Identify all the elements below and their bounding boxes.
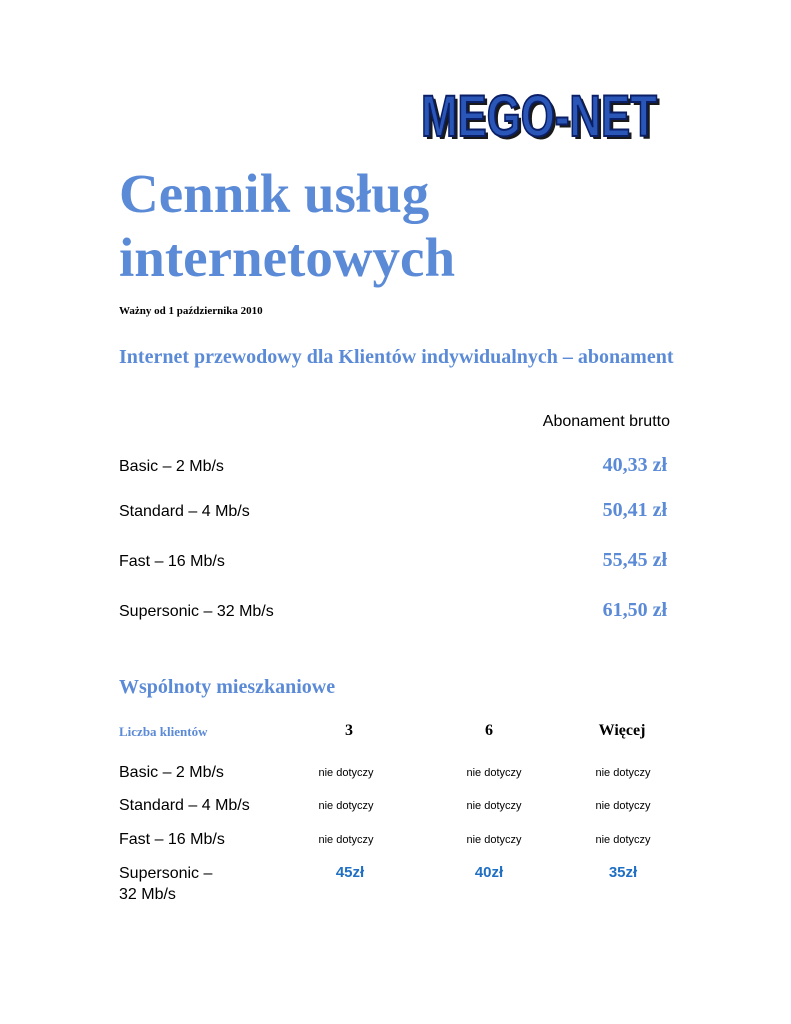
column-header-subscription: Abonament brutto — [542, 413, 670, 430]
section-community-heading: Wspólnoty mieszkaniowe — [119, 676, 336, 698]
plan-price-fast: 55,45 zł — [602, 549, 667, 571]
table-cell: nie dotyczy — [318, 767, 374, 779]
plan-name-standard: Standard – 4 Mb/s — [119, 503, 250, 520]
logo-graphic — [418, 85, 666, 157]
table-cell: nie dotyczy — [595, 767, 651, 779]
plan-name-fast: Fast – 16 Mb/s — [119, 553, 225, 570]
table-cell: nie dotyczy — [466, 800, 522, 812]
plan-price-standard: 50,41 zł — [602, 499, 667, 521]
title-line-1: Cennik usług — [119, 163, 430, 224]
plan-price-basic: 40,33 zł — [602, 454, 667, 476]
table-row-header: Liczba klientów — [119, 724, 208, 739]
row-name-line-1: Supersonic – — [119, 865, 213, 882]
mego-net-logo — [418, 85, 666, 157]
table-cell-price: 40zł — [474, 864, 504, 881]
table-row-name: Standard – 4 Mb/s — [119, 797, 250, 814]
table-cell: nie dotyczy — [595, 800, 651, 812]
table-cell: nie dotyczy — [466, 767, 522, 779]
table-cell: nie dotyczy — [318, 800, 374, 812]
section-individual-heading: Internet przewodowy dla Klientów indywidualnych – abonament — [119, 346, 674, 368]
svg-text:MEGO-NET: MEGO-NET — [421, 85, 657, 149]
table-cell-price: 45zł — [335, 864, 365, 881]
svg-text:MEGO-NET: MEGO-NET — [424, 87, 660, 152]
table-cell: nie dotyczy — [466, 834, 522, 846]
table-column-header: 3 — [345, 722, 353, 739]
table-row-name: Basic – 2 Mb/s — [119, 764, 224, 781]
table-column-header: 6 — [485, 722, 493, 739]
title-line-2: internetowych — [119, 227, 456, 288]
plan-price-supersonic: 61,50 zł — [602, 599, 667, 621]
table-row-name — [119, 863, 212, 905]
table-cell: nie dotyczy — [318, 834, 374, 846]
valid-from-note: Ważny od 1 października 2010 — [119, 305, 263, 317]
table-column-header: Więcej — [598, 722, 646, 739]
table-row-name: Fast – 16 Mb/s — [119, 831, 225, 848]
table-cell: nie dotyczy — [595, 834, 651, 846]
page-title — [119, 162, 455, 290]
plan-name-basic: Basic – 2 Mb/s — [119, 458, 224, 475]
row-name-line-2: 32 Mb/s — [119, 886, 176, 903]
table-cell-price: 35zł — [608, 864, 638, 881]
plan-name-supersonic: Supersonic – 32 Mb/s — [119, 603, 274, 620]
